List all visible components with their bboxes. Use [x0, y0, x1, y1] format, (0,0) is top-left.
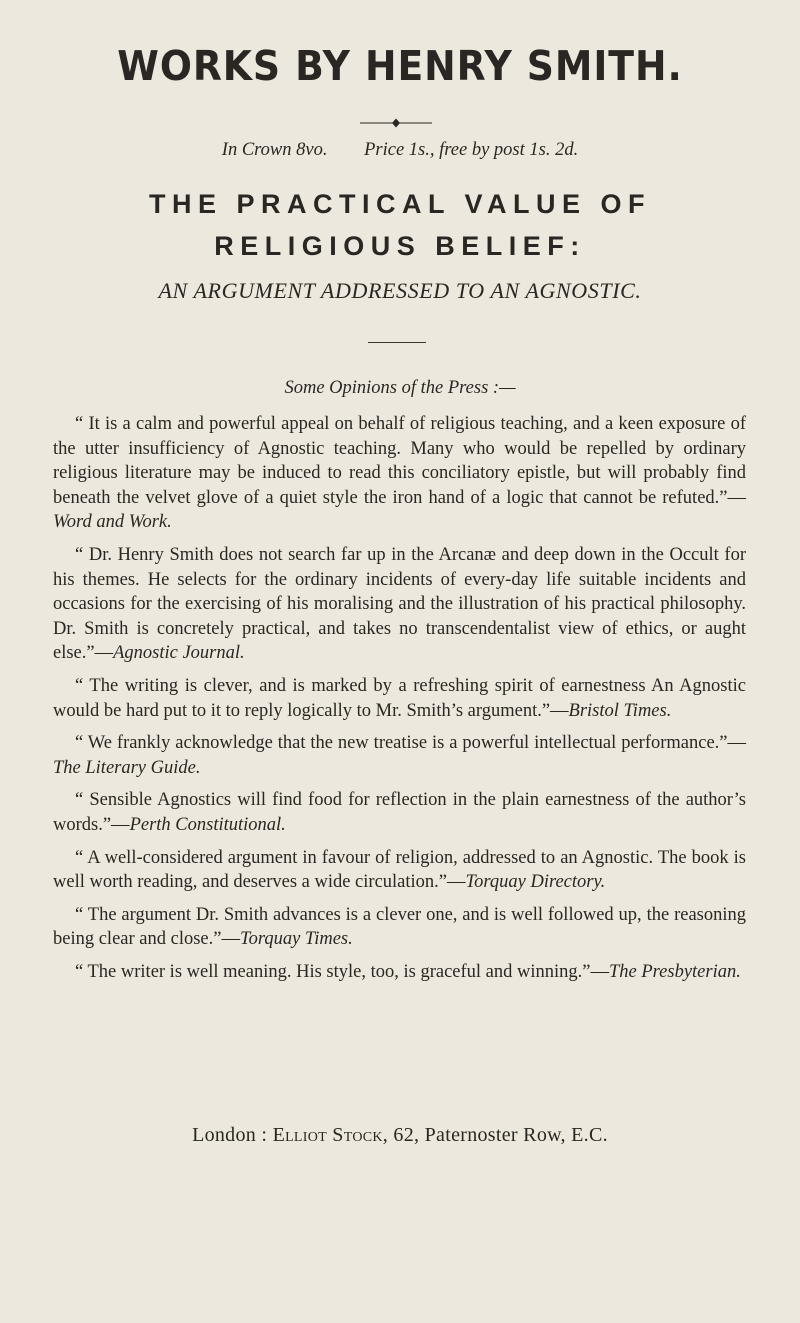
quote-source: Perth Constitutional.	[129, 814, 286, 835]
press-quote	[53, 903, 746, 952]
book-subtitle: AN ARGUMENT ADDRESSED TO AN AGNOSTIC.	[158, 278, 642, 303]
press-quote	[53, 412, 746, 535]
press-quote	[53, 731, 746, 780]
diamond-rule-ornament-icon	[360, 117, 432, 129]
quote-source: Word and Work.	[53, 512, 172, 533]
section-divider	[368, 342, 426, 343]
quote-text: “ The argument Dr. Smith advances is a clever one, and is well followed up, the reasoning being clear and close.”—	[53, 904, 746, 950]
press-opinions-heading: Some Opinions of the Press :—	[284, 378, 516, 398]
quote-source: Torquay Directory.	[465, 872, 606, 893]
book-title-line-1: THE PRACTICAL VALUE OF	[148, 189, 651, 219]
press-quote	[53, 674, 746, 723]
imprint-address: 62, Paternoster Row, E.C.	[393, 1124, 608, 1146]
book-price: Price 1s., free by post 1s. 2d.	[364, 140, 579, 160]
imprint-place: London :	[192, 1124, 268, 1146]
quote-source: The Presbyterian.	[608, 961, 741, 982]
quote-source: The Literary Guide.	[53, 757, 201, 778]
quote-source: Torquay Times.	[239, 929, 353, 950]
press-quote	[53, 846, 746, 895]
quote-text: “ The writing is clever, and is marked by a refreshing spirit of earnestness An Agnostic would be hard put to it to reply logically to Mr. Smith’s argument.”—	[53, 675, 746, 721]
press-quote	[53, 788, 746, 837]
press-quote	[53, 960, 746, 985]
quote-text: “ Dr. Henry Smith does not search far up in the Arcanæ and deep down in the Occult for his themes. He selects for the ordinary incidents of every-day life suitable incidents and occasions for the exercising of his moralising and the illustration of his practical philosophy. Dr. Smith is concretely practical, and takes no transcendentalist view of ethics, or aught else.”—	[53, 544, 746, 664]
quote-text: “ The writer is well meaning. His style, too, is graceful and winning.”—	[75, 961, 609, 982]
imprint-publisher: Elliot Stock,	[272, 1124, 389, 1146]
publisher-imprint	[0, 1124, 800, 1147]
press-quote	[53, 543, 746, 666]
quote-text: “ It is a calm and powerful appeal on behalf of religious teaching, and a keen exposure of the utter insufficiency of Agnostic teaching. Many who would be repelled by ordinary religious literature may be induced to read this conciliatory epistle, but will probably find beneath the velvet glove of a quiet style the iron hand of a logic that cannot be refuted.”—	[53, 414, 746, 508]
quote-text: “ A well-considered argument in favour of religion, addressed to an Agnostic. The book is well worth reading, and deserves a wide circulation.”—	[53, 847, 746, 893]
quote-text: “ We frankly acknowledge that the new treatise is a powerful intellectual performance.”—	[75, 733, 746, 754]
book-title-line-2: RELIGIOUS BELIEF:	[214, 231, 586, 261]
page-title: WORKS BY HENRY SMITH.	[117, 42, 683, 90]
quote-text: “ Sensible Agnostics will find food for reflection in the plain earnestness of the author’s words.”—	[53, 790, 746, 835]
press-quotes	[53, 412, 746, 992]
format-price-line	[0, 140, 800, 161]
quote-source: Agnostic Journal.	[113, 643, 245, 664]
quote-source: Bristol Times.	[568, 700, 672, 721]
book-format: In Crown 8vo.	[221, 140, 328, 160]
